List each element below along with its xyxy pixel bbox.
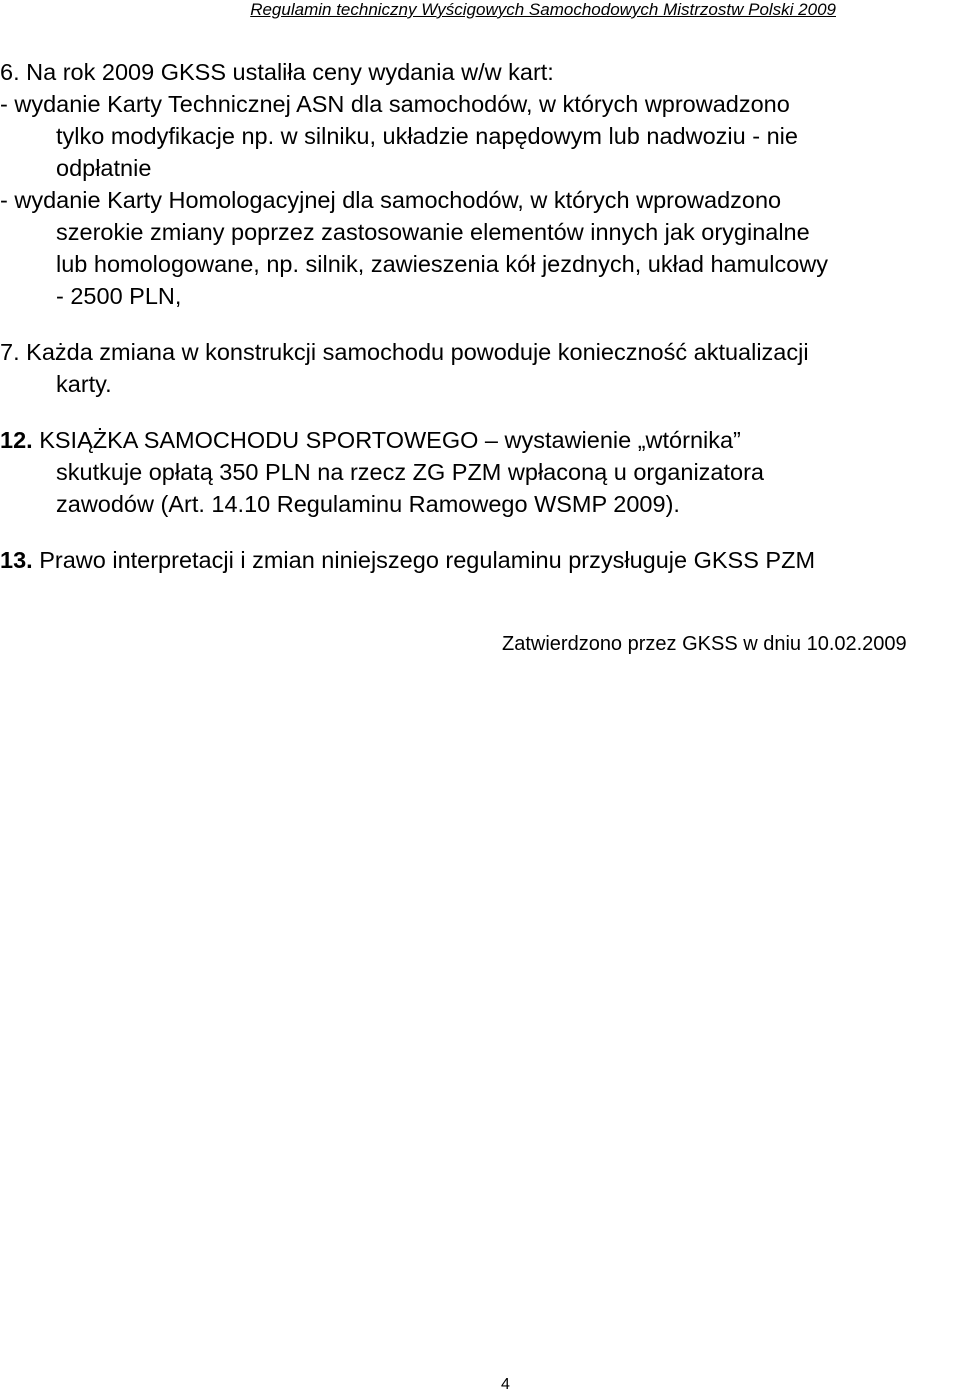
section-12-line-1 [0, 426, 741, 454]
section-6-item-2-line-1: - wydanie Karty Homologacyjnej dla samochodów, w których wprowadzono [0, 187, 782, 213]
section-13-text: Prawo interpretacji i zmian niniejszego regulaminu przysługuje GKSS PZM [39, 547, 816, 573]
section-13-number: 13. [0, 547, 33, 573]
section-7-line-1 [0, 338, 809, 366]
section-6-intro: Na rok 2009 GKSS ustaliła ceny wydania w/w kart: [26, 59, 554, 85]
section-12-text: KSIĄŻKA SAMOCHODU SPORTOWEGO – wystawienie „wtórnika” [39, 427, 741, 453]
section-12-number: 12. [0, 427, 33, 453]
section-6-item-2-line-4: - 2500 PLN, [56, 283, 182, 309]
section-13-line [0, 546, 815, 574]
section-6-item-2-line-3: lub homologowane, np. silnik, zawieszenia kół jezdnych, układ hamulcowy [56, 251, 829, 277]
approval-note: Zatwierdzono przez GKSS w dniu 10.02.2009 [502, 633, 907, 655]
section-6-item-1-line-3: odpłatnie [56, 155, 152, 181]
document-header: Regulamin techniczny Wyścigowych Samochodowych Mistrzostw Polski 2009 [250, 0, 836, 19]
section-6-intro-line [0, 58, 554, 86]
section-12-line-3: zawodów (Art. 14.10 Regulaminu Ramowego WSMP 2009). [56, 491, 680, 517]
section-6-number: 6. [0, 59, 20, 85]
section-7-line-2: karty. [56, 371, 112, 397]
section-6-item-2-line-2: szerokie zmiany poprzez zastosowanie elementów innych jak oryginalne [56, 219, 810, 245]
section-6-item-1-line-1: - wydanie Karty Technicznej ASN dla samochodów, w których wprowadzono [0, 91, 790, 117]
section-7-text: Każda zmiana w konstrukcji samochodu powoduje konieczność aktualizacji [26, 339, 809, 365]
section-7-number: 7. [0, 339, 20, 365]
page-number: 4 [501, 1376, 510, 1393]
section-12-line-2: skutkuje opłatą 350 PLN na rzecz ZG PZM wpłaconą u organizatora [56, 459, 764, 485]
section-6-item-1-line-2: tylko modyfikacje np. w silniku, układzie napędowym lub nadwoziu - nie [56, 123, 798, 149]
